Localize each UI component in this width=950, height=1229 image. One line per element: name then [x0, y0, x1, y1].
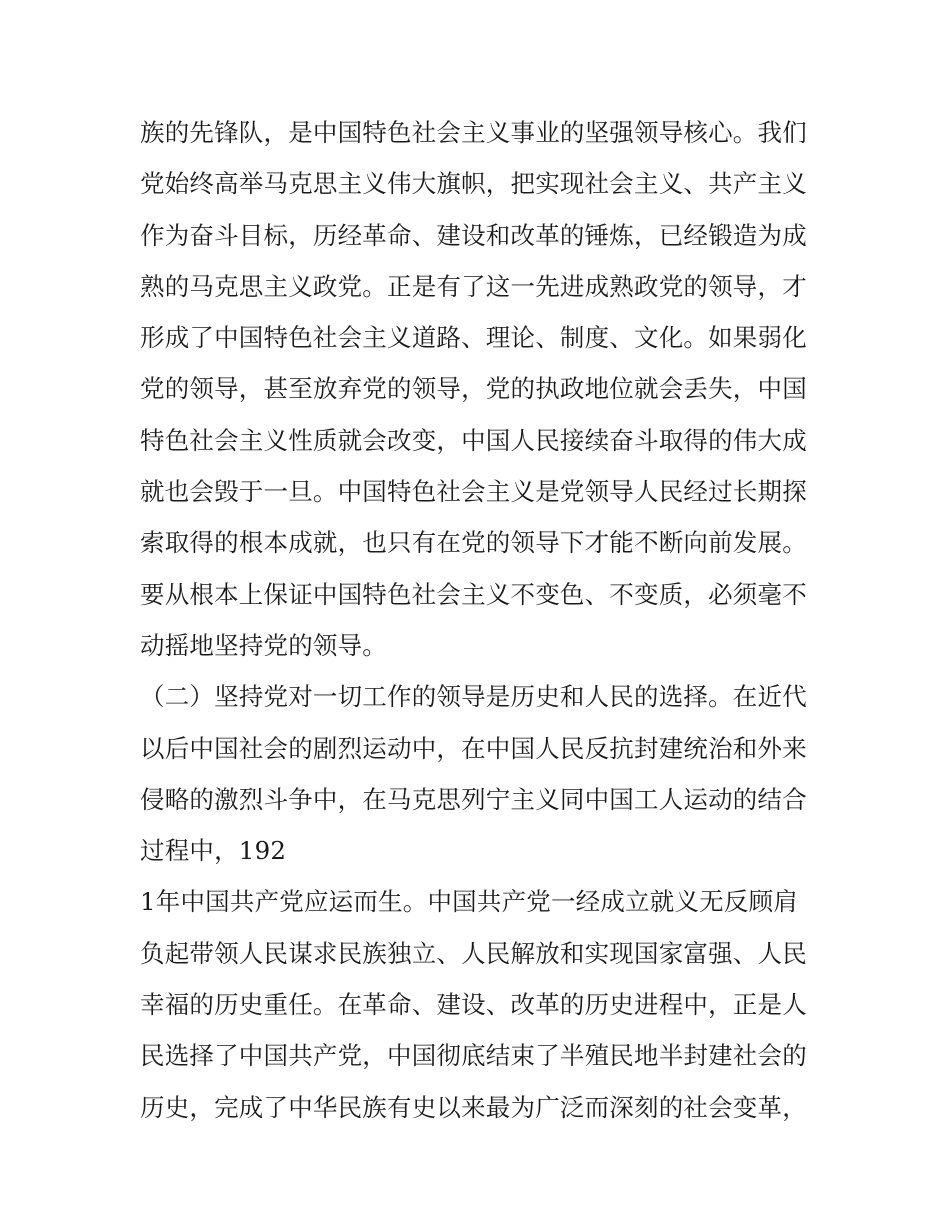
- text-line: 侵略的激烈斗争中，在马克思列宁主义同中国工人运动的结合: [140, 784, 807, 814]
- text-line: （二）坚持党对一切工作的领导是历史和人民的选择。在近代: [140, 682, 807, 712]
- text-line: 特色社会主义性质就会改变，中国人民接续奋斗取得的伟大成: [140, 425, 807, 455]
- text-line: 以后中国社会的剧烈运动中，在中国人民反抗封建统治和外来: [140, 733, 807, 763]
- text-line: 形成了中国特色社会主义道路、理论、制度、文化。如果弱化: [140, 323, 807, 353]
- text-line: 族的先锋队，是中国特色社会主义事业的坚强领导核心。我们: [140, 118, 807, 147]
- text-line: 过程中，192: [140, 836, 287, 866]
- text-line: 负起带领人民谋求民族独立、人民解放和实现国家富强、人民: [140, 938, 807, 968]
- text-line: 动摇地坚持党的领导。: [140, 630, 387, 660]
- text-line: 党始终高举马克思主义伟大旗帜，把实现社会主义、共产主义: [140, 169, 807, 199]
- text-line: 幸福的历史重任。在革命、建设、改革的历史进程中，正是人: [140, 990, 807, 1020]
- text-line: 就也会毁于一旦。中国特色社会主义是党领导人民经过长期探: [140, 477, 807, 507]
- text-line: 索取得的根本成就，也只有在党的领导下才能不断向前发展。: [140, 528, 807, 558]
- text-line: 熟的马克思主义政党。正是有了这一先进成熟政党的领导，才: [140, 271, 807, 301]
- text-line: 1年中国共产党应运而生。中国共产党一经成立就义无反顾肩: [140, 887, 798, 917]
- text-line: 要从根本上保证中国特色社会主义不变色、不变质，必须毫不: [140, 579, 807, 609]
- text-line: 历史，完成了中华民族有史以来最为广泛而深刻的社会变革，: [140, 1092, 807, 1122]
- body-text: [140, 107, 830, 1133]
- text-line: 作为奋斗目标，历经革命、建设和改革的锤炼，已经锻造为成: [140, 220, 807, 250]
- text-line: 党的领导，甚至放弃党的领导，党的执政地位就会丢失，中国: [140, 374, 807, 404]
- text-line: 民选择了中国共产党，中国彻底结束了半殖民地半封建社会的: [140, 1041, 807, 1071]
